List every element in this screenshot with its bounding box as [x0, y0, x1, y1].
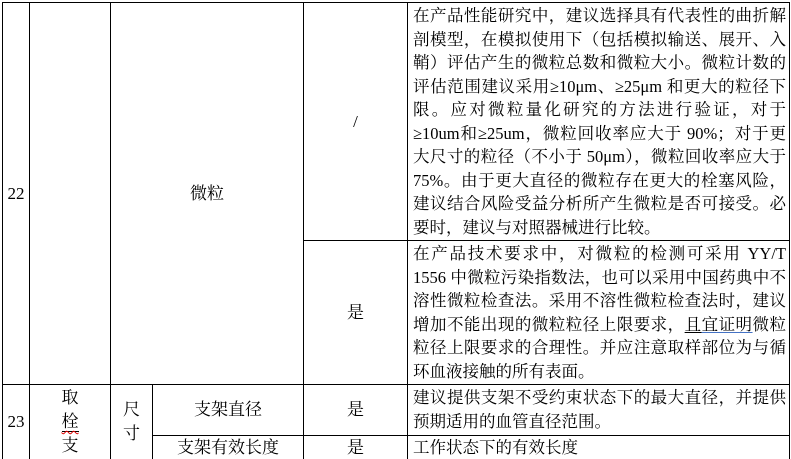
- dimension-group-cell: [111, 385, 153, 459]
- spellcheck-flagged-char: 栓: [61, 412, 79, 431]
- device-category-cell-empty: [30, 3, 111, 385]
- row-index-22: 22: [3, 3, 30, 385]
- requirement-text-cell: 工作状态下的有效长度: [408, 436, 790, 459]
- underlined-text: 且: [684, 314, 702, 334]
- text-segment: 在产品技术要求中，对微粒的检测可采用 YY/T 1556 中微粒污染指数法，也可以采用中国药典中不溶性微粒检查法。采用不溶性微粒检查法时，建议增加不能出现的微粒粒径上限要求，: [413, 244, 786, 334]
- dimension-char: 寸: [123, 424, 140, 443]
- device-char: 取: [61, 388, 79, 407]
- item-name-cell: 微粒: [111, 3, 304, 385]
- requirement-text-cell: [408, 241, 790, 385]
- dimension-char: 尺: [123, 400, 140, 419]
- requirement-text-cell: 在产品性能研究中，建议选择具有代表性的曲折解剖模型，在模拟使用下（包括模拟输送、展开、入鞘）评估产生的微粒总数和微粒大小。微粒计数的评估范围建议采用≥10μm、≥25μm 和更大的粒径下限。应对微粒量化研究的方法进行验证，对于≥10um和≥25um，微粒回收率应大于 90%；对于更大尺寸的粒径（不小于 50μm），微粒回收率应大于 75%。由于更大直径的微粒存在更大的栓塞风险，建议结合风险受益分析所产生微粒是否可接受。必要时，建议与对照器械进行比较。: [408, 3, 790, 241]
- item-name-cell: 支架直径: [153, 385, 304, 436]
- device-name-cell: [30, 385, 111, 459]
- item-name-cell: 支架有效长度: [153, 436, 304, 459]
- device-char-wrapper: [30, 410, 110, 434]
- applicable-flag-cell: 是: [304, 385, 408, 436]
- applicable-flag-cell: 是: [304, 436, 408, 459]
- table-row-23-sub1: [3, 385, 790, 436]
- requirement-text-cell: 建议提供支架不受约束状态下的最大直径，并提供预期适用的血管直径范围。: [408, 385, 790, 436]
- tracked-change-inserted-text: 宜证明: [701, 314, 753, 334]
- applicable-flag-cell: 是: [304, 241, 408, 385]
- row-index-23: 23: [3, 385, 30, 459]
- review-requirements-table: [2, 2, 790, 459]
- device-char: 支: [61, 436, 79, 455]
- table-row-22-sub1: [3, 3, 790, 241]
- applicable-flag-cell: /: [304, 3, 408, 241]
- text-segment: 微粒粒径上限要求的合理性。并应注意取样部位为与循环血液接触的所有表面。: [413, 314, 787, 381]
